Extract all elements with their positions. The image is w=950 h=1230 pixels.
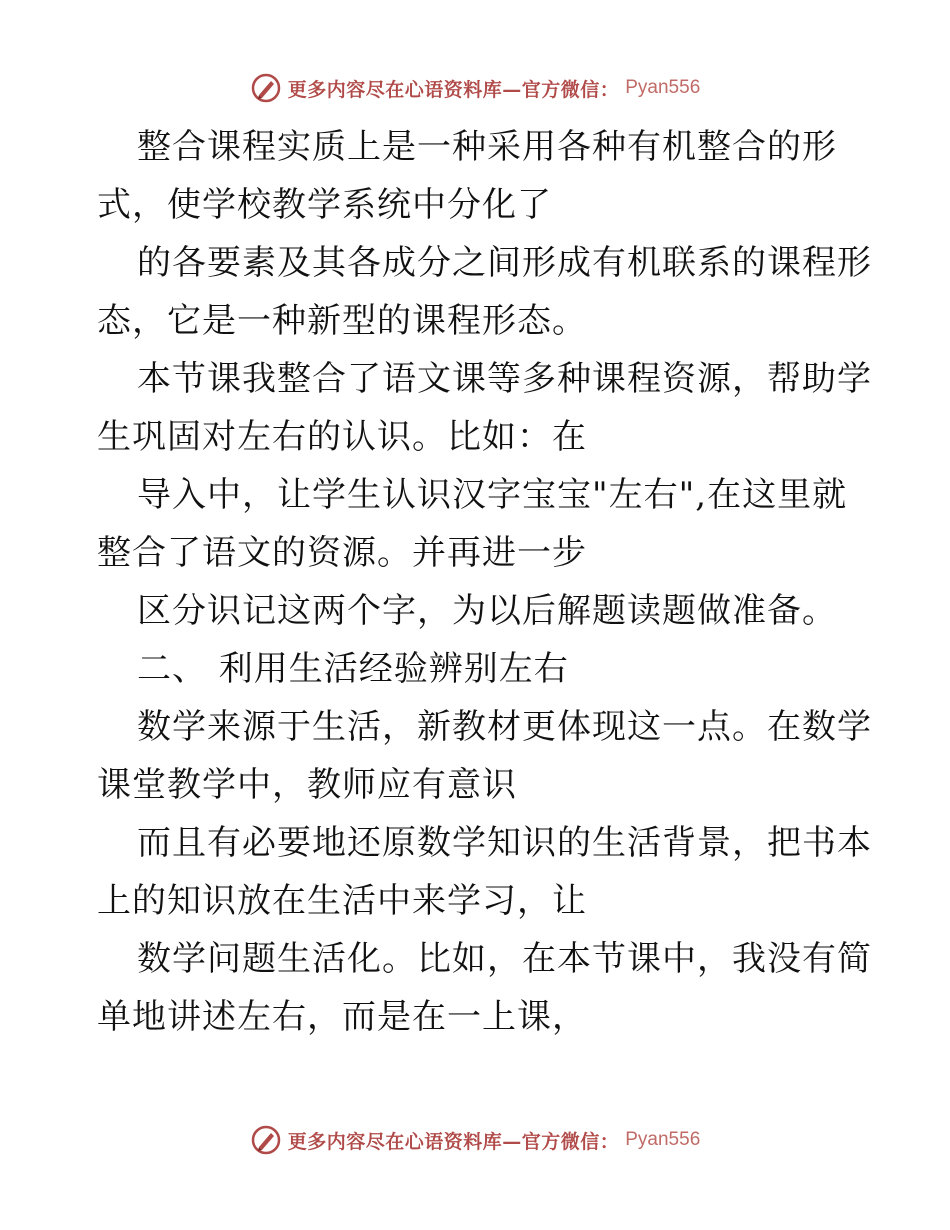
- text-line: 上的知识放在生活中来学习，让: [97, 881, 587, 921]
- text-line: 整合了语文的资源。并再进一步: [97, 533, 587, 573]
- page-header-watermark: [0, 72, 950, 104]
- document-body: [97, 118, 872, 1046]
- text-line: 导入中，让学生认识汉字宝宝"左右",在这里就: [137, 475, 848, 515]
- text-line: 本节课我整合了语文课等多种课程资源，帮助学: [137, 359, 872, 399]
- text-line: 数学问题生活化。比如，在本节课中，我没有简: [137, 939, 872, 979]
- watermark-wechat-id: Pyan556: [625, 1129, 701, 1150]
- text-line: 数学来源于生活，新教材更体现这一点。在数学: [137, 707, 872, 747]
- text-line: 整合课程实质上是一种采用各种有机整合的形: [137, 127, 837, 167]
- text-line: 态，它是一种新型的课程形态。: [97, 301, 587, 341]
- pen-logo-icon: [250, 72, 282, 104]
- watermark-text: 更多内容尽在心语资料库—官方微信：: [287, 78, 620, 101]
- text-line: 课堂教学中，教师应有意识: [97, 765, 517, 805]
- page-footer-watermark: [0, 1124, 950, 1156]
- text-line: 单地讲述左右，而是在一上课，: [97, 997, 587, 1037]
- text-line: 式，使学校教学系统中分化了: [97, 185, 552, 225]
- text-line: 生巩固对左右的认识。比如：在: [97, 417, 587, 457]
- section-heading: 二、 利用生活经验辨别左右: [137, 649, 569, 689]
- text-line: 的各要素及其各成分之间形成有机联系的课程形: [137, 243, 872, 283]
- watermark-wechat-id: Pyan556: [625, 77, 701, 98]
- text-line: 而且有必要地还原数学知识的生活背景，把书本: [137, 823, 872, 863]
- text-line: 区分识记这两个字，为以后解题读题做准备。: [137, 591, 837, 631]
- watermark-text: 更多内容尽在心语资料库—官方微信：: [287, 1130, 620, 1153]
- pen-logo-icon: [250, 1124, 282, 1156]
